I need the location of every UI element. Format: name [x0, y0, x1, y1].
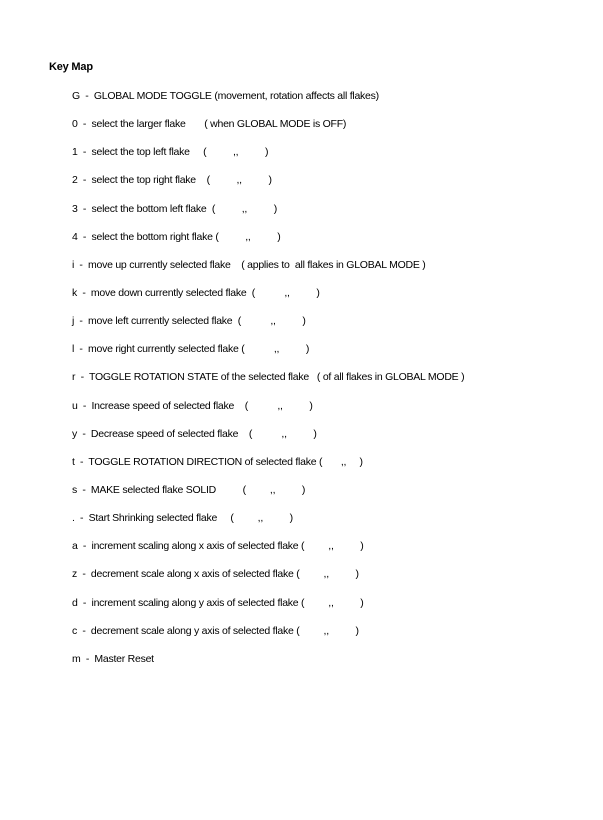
key-map-entry-i: i - move up currently selected flake ( applies to all flakes in GLOBAL MODE )	[72, 258, 426, 271]
key-map-entry-g: G - GLOBAL MODE TOGGLE (movement, rotation affects all flakes)	[72, 90, 379, 102]
key-map-entry-m: m - Master Reset	[72, 652, 154, 665]
key-map-entry-d: d - increment scaling along y axis of selected flake ( ,, )	[72, 596, 364, 609]
key-map-entry-c: c - decrement scale along y axis of selected flake ( ,, )	[72, 624, 359, 637]
key-map-entry-2: 2 - select the top right flake ( ,, )	[72, 174, 272, 187]
key-map-entry-z: z - decrement scale along x axis of selected flake ( ,, )	[72, 568, 359, 581]
key-map-entry-l: l - move right currently selected flake ( ,, )	[72, 343, 310, 356]
key-map-entry-y: y - Decrease speed of selected flake ( ,, )	[72, 427, 317, 440]
key-map-entry-k: k - move down currently selected flake ( ,, )	[72, 286, 320, 299]
key-map-entry-s: s - MAKE selected flake SOLID ( ,, )	[72, 483, 306, 496]
key-map-entry-u: u - Increase speed of selected flake ( ,, )	[72, 399, 313, 412]
key-map-entry-3: 3 - select the bottom left flake ( ,, )	[72, 202, 277, 215]
key-map-entry-0: 0 - select the larger flake ( when GLOBAL MODE is OFF)	[72, 118, 347, 131]
key-map-entry-period: . - Start Shrinking selected flake ( ,, )	[72, 512, 293, 525]
key-map-entry-1: 1 - select the top left flake ( ,, )	[72, 146, 269, 159]
key-map-entry-r: r - TOGGLE ROTATION STATE of the selected flake ( of all flakes in GLOBAL MODE )	[72, 371, 465, 384]
key-map-entry-j: j - move left currently selected flake ( ,, )	[72, 315, 306, 328]
key-map-entry-t: t - TOGGLE ROTATION DIRECTION of selected flake ( ,, )	[72, 455, 363, 468]
page-title: Key Map	[49, 61, 93, 73]
key-map-list	[72, 90, 464, 681]
key-map-entry-a: a - increment scaling along x axis of selected flake ( ,, )	[72, 540, 364, 553]
key-map-entry-4: 4 - select the bottom right flake ( ,, )	[72, 230, 281, 243]
